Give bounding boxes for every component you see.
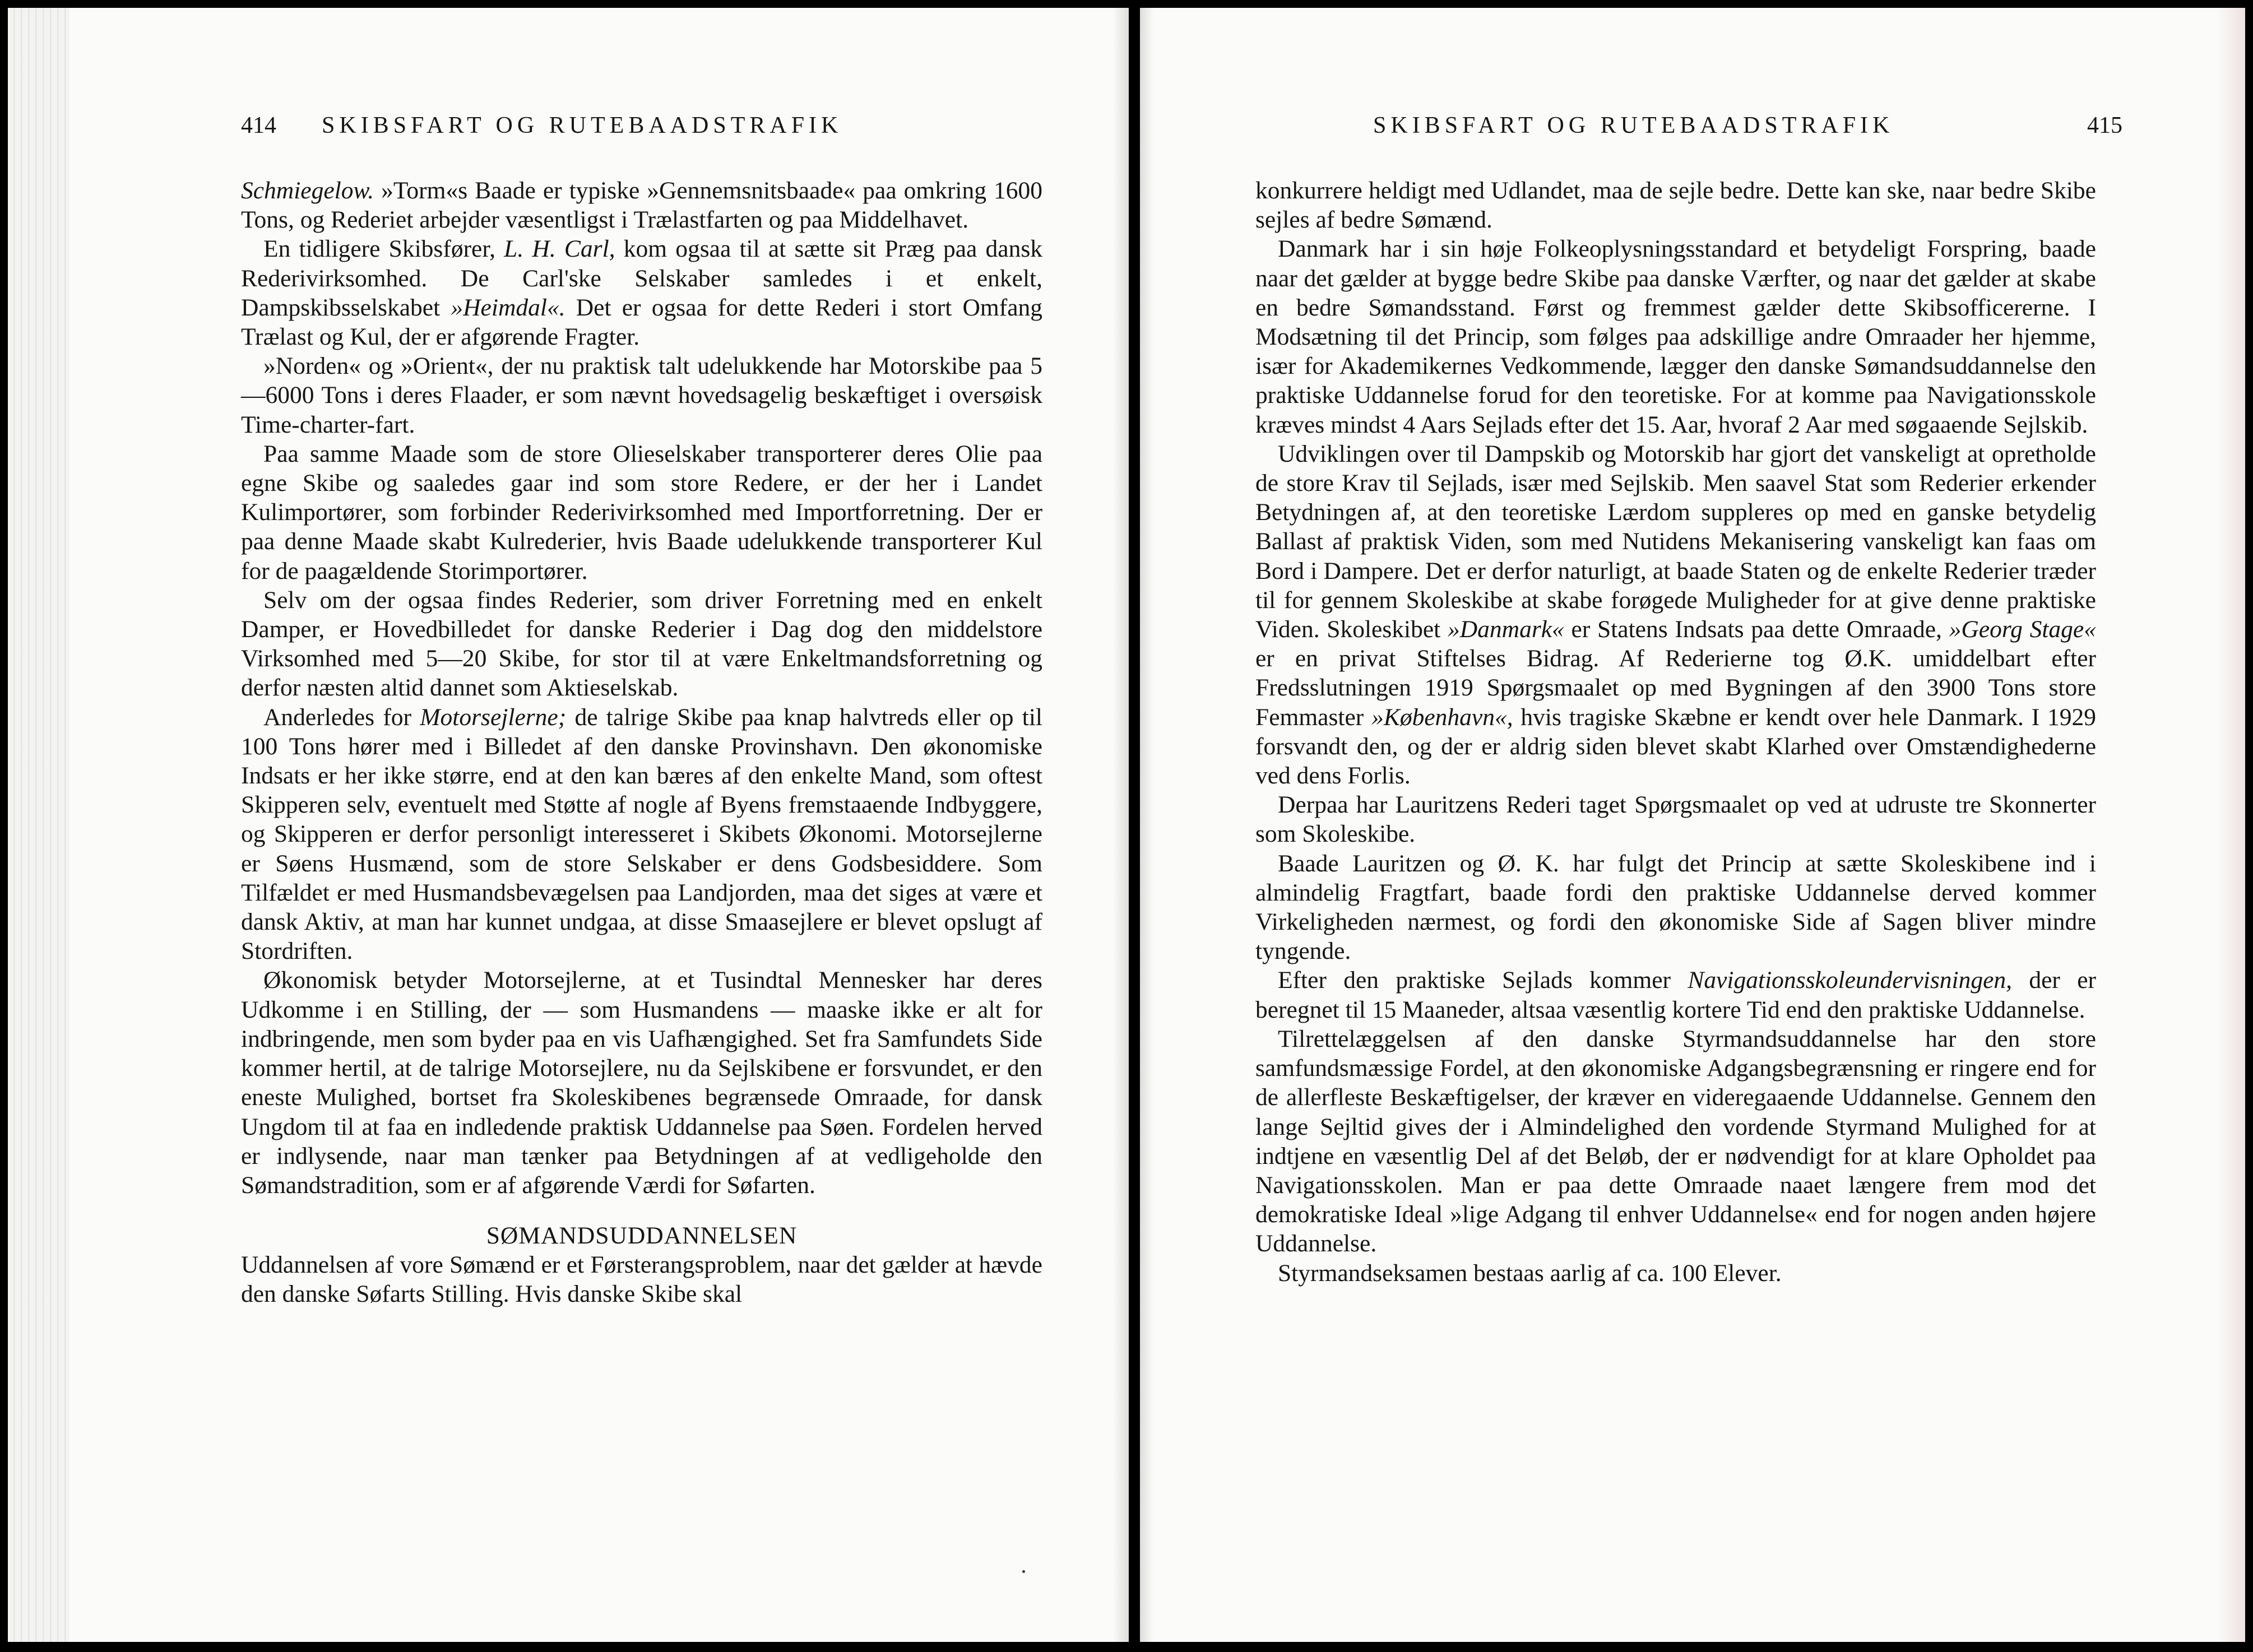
running-head: SKIBSFART OG RUTEBAADSTRAFIK [1373, 113, 1894, 138]
paragraph: Uddannelsen af vore Sømænd er et Førsterangsproblem, naar det gælder at hævde den danske Søfarts Stilling. Hvis danske Skibe skal [241, 1251, 1042, 1308]
emphasis: L. H. Carl, [504, 235, 615, 263]
emphasis: Motorsejlerne; [420, 703, 567, 731]
paragraph: Selv om der ogsaa findes Rederier, som driver Forretning med en enkelt Damper, er Hovedbilledet for danske Rederier i Dag dog den middelstore Virksomhed med 5—20 Skibe, for stor til at være Enkeltmandsforretning og derfor næsten altid dannet som Aktieselskab. [241, 586, 1042, 702]
text-span: der er beregnet til 15 Maaneder, altsaa væsentlig kortere Tid end den praktiske Uddannelse. [1255, 967, 2096, 1023]
text-span: Det er ogsaa for dette Rederi i stort Omfang Trælast og Kul, der er afgørende Fragter. [241, 294, 1042, 351]
emphasis: Navigationsskoleundervisningen, [1688, 967, 2013, 994]
right-page [1140, 8, 2245, 1642]
page-number: 414 [241, 113, 276, 138]
emphasis: Schmiegelow. [241, 177, 374, 204]
emphasis: »Heimdal«. [451, 294, 565, 321]
paragraph: Baade Lauritzen og Ø. K. har fulgt det Princip at sætte Skoleskibene ind i almindelig Fragtfart, baade fordi den praktiske Uddannelse derved kommer Virkeligheden nærmest, og fordi den økonomiske Side af Sagen bliver mindre tyngende. [1255, 850, 2096, 965]
paragraph [1255, 966, 2096, 1024]
text-span: er Statens Indsats paa dette Omraade, [1564, 616, 1949, 643]
left-page [8, 8, 1129, 1642]
paragraph [241, 234, 1042, 351]
gutter-shadow [1140, 8, 1153, 1642]
section-heading: SØMANDSUDDANNELSEN [486, 1222, 798, 1250]
paragraph: Paa samme Maade som de store Olieselskaber transporterer deres Olie paa egne Skibe og saaledes gaar ind som store Redere, er der her i Landet Kulimportører, som forbinder Rederivirksomhed med Importforretning. Der er paa denne Maade skabt Kulrederier, hvis Baade udelukkende transporterer Kul for de paagældende Storimportører. [241, 440, 1042, 584]
text-span: er en privat Stiftelses Bidrag. Af Rederierne tog Ø.K. umiddelbart efter Fredsslutningen 1919 Spørgsmaalet op med Bygningen af den 3900 Tons store Femmaster [1255, 645, 2096, 731]
page-edge [2217, 8, 2245, 1642]
emphasis: »Georg Stage« [1949, 616, 2096, 643]
emphasis: »København«, [1371, 703, 1513, 731]
text-span: Anderledes for [263, 703, 420, 731]
paragraph: Tilrettelæggelsen af den danske Styrmandsuddannelse har den store samfundsmæssige Fordel, at den økonomiske Adgangsbegrænsning er ringere end for de allerfleste Beskæftigelser, der kræver en videregaaende Uddannelse. Gennem den lange Sejltid gives der i Almindelighed den vordende Styrmand Mulighed for at indtjene en væsentlig Del af det Beløb, der er nødvendigt for at klare Opholdet paa Navigationsskolen. Man er paa dette Omraade naaet længere frem mod det demokratiske Ideal »lige Adgang til enhver Uddannelse« end for nogen anden højere Uddannelse. [1255, 1025, 2096, 1257]
page-edges [8, 8, 69, 1642]
paragraph: Styrmandseksamen bestaas aarlig af ca. 100 Elever. [1278, 1259, 1782, 1287]
gutter-shadow [1113, 8, 1129, 1642]
paragraph: konkurrere heldigt med Udlandet, maa de sejle bedre. Dette kan ske, naar bedre Skibe sejles af bedre Sømænd. [1255, 177, 2096, 234]
paragraph: Økonomisk betyder Motorsejlerne, at et Tusindtal Mennesker har deres Udkomme i en Stilling, der — som Husmandens — maaske ikke er alt for indbringende, men som byder paa en vis Uafhængighed. Set fra Samfundets Side kommer hertil, at de talrige Motorsejlere, nu da Sejlskibene er forsvundet, er den eneste Mulighed, bortset fra Skoleskibenes begrænsede Omraade, for dansk Ungdom til at faa en indledende praktisk Uddannelse paa Søen. Fordelen herved er indlysende, naar man tænker paa Betydningen af at vedligeholde den Sømandstradition, som er af afgørende Værdi for Søfarten. [241, 967, 1042, 1199]
running-head: SKIBSFART OG RUTEBAADSTRAFIK [322, 113, 843, 138]
text-span: Udviklingen over til Dampskib og Motorskib har gjort det vanskeligt at opretholde de store Krav til Sejlads, især med Sejlskib. Men saavel Stat som Rederier erkender Betydningen af, at den teoretiske Lærdom suppleres op med en ganske betydelig Ballast af praktisk Viden, som med Nutidens Mekanisering vanskeligt kan faas om Bord i Dampere. Det er derfor naturligt, at baade Staten og de enkelte Rederier træder til for gennem Skoleskibe at skabe forøgede Muligheder for at give denne praktiske Viden. Skoleskibet [1255, 440, 2096, 643]
paragraph: Danmark har i sin høje Folkeoplysningsstandard et betydeligt Forspring, baade naar det gælder at bygge bedre Skibe paa danske Værfter, og naar det gælder at skabe en bedre Sømandsstand. Først og fremmest gælder dette Skibsofficererne. I Modsætning til det Princip, som følges paa adskillige andre Omraader her hjemme, især for Akademikernes Vedkommende, lægger den danske Sømandsuddannelse den praktiske Uddannelse forud for den teoretiske. For at komme paa Navigationsskole kræves mindst 4 Aars Sejlads efter det 15. Aar, hvoraf 2 Aar med søgaaende Sejlskib. [1255, 235, 2096, 438]
print-speck [1022, 1570, 1025, 1573]
paragraph [241, 176, 1042, 234]
paragraph [1255, 439, 2096, 790]
page-number: 415 [2087, 113, 2122, 138]
paragraph: Derpaa har Lauritzens Rederi taget Spørgsmaalet op ved at udruste tre Skonnerter som Skoleskibe. [1255, 791, 2096, 848]
text-span: kom ogsaa til at sætte sit Præg paa dansk Rederivirksomhed. De Carl'ske Selskaber samledes i et enkelt, Dampskibsselskabet [241, 235, 1043, 321]
paragraph: »Norden« og »Orient«, der nu praktisk talt udelukkende har Motorskibe paa 5—6000 Tons i deres Flaader, er som nævnt hovedsagelig beskæftiget i oversøisk Time-charter-fart. [241, 352, 1042, 438]
body-text [241, 176, 1042, 1309]
body-text [1255, 176, 2096, 1288]
emphasis: »Danmark« [1447, 616, 1564, 643]
text-span: de talrige Skibe paa knap halvtreds eller op til 100 Tons hører med i Billedet af den danske Provinshavn. Den økonomiske Indsats er her ikke større, end at den kan bæres af den enkelte Mand, som oftest Skipperen selv, eventuelt med Støtte af nogle af Byens fremstaaende Indbyggere, og Skipperen er derfor personligt interesseret i Skibets Økonomi. Motorsejlerne er Søens Husmænd, som de store Selskaber er dens Godsbesiddere. Som Tilfældet er med Husmandsbevægelsen paa Landjorden, maa det siges at være et dansk Aktiv, at man har kunnet undgaa, at disse Smaasejlere er blevet opslugt af Stordriften. [241, 703, 1042, 965]
text-span: »Torm«s Baade er typiske »Gennemsnitsbaade« paa omkring 1600 Tons, og Rederiet arbejder væsentligst i Trælastfarten og paa Middelhavet. [241, 177, 1042, 234]
paragraph [241, 703, 1042, 966]
text-span: Efter den praktiske Sejlads kommer [1278, 967, 1688, 994]
text-span: hvis tragiske Skæbne er kendt over hele Danmark. I 1929 forsvandt den, og der er aldrig siden blevet skabt Klarhed over Omstændighederne ved dens Forlis. [1255, 703, 2096, 790]
text-span: En tidligere Skibsfører, [263, 235, 504, 263]
